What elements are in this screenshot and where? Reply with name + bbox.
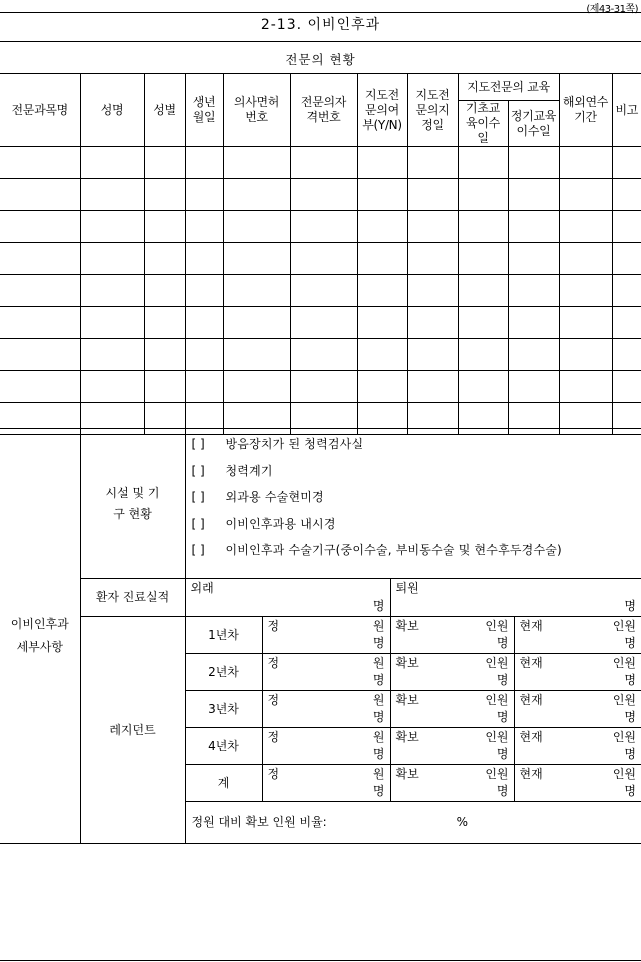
section-subtitle: 전문의 현황 xyxy=(285,52,356,67)
page-reference: (제43-31쪽) xyxy=(586,4,638,15)
specialist-cell[interactable] xyxy=(407,339,458,371)
specialist-cell[interactable] xyxy=(80,307,144,339)
quota-cell xyxy=(262,728,390,765)
specialist-cell[interactable] xyxy=(290,147,357,179)
resident-year: 계 xyxy=(185,765,262,802)
header-name: 성명 xyxy=(80,74,144,147)
specialist-cell[interactable] xyxy=(223,179,290,211)
ratio-unit: % xyxy=(456,815,468,829)
facility-item-label: 청력계기 xyxy=(225,463,273,478)
cell-label: 확보 xyxy=(395,693,419,707)
specialist-cell[interactable] xyxy=(290,275,357,307)
header-note: 비고 xyxy=(612,74,641,147)
specialist-cell[interactable] xyxy=(407,243,458,275)
specialist-cell[interactable] xyxy=(80,211,144,243)
facility-item-label: 이비인후과용 내시경 xyxy=(225,516,336,531)
facility-item xyxy=(192,437,641,464)
facility-checkbox[interactable]: [ ] xyxy=(191,490,205,504)
secured-cell xyxy=(390,617,514,654)
specialist-cell[interactable] xyxy=(0,179,80,211)
specialist-cell[interactable] xyxy=(290,371,357,403)
current-cell xyxy=(514,617,641,654)
specialist-cell[interactable] xyxy=(407,371,458,403)
resident-year: 2년차 xyxy=(185,654,262,691)
specialist-cell[interactable] xyxy=(612,371,641,403)
specialist-cell[interactable] xyxy=(508,243,559,275)
specialist-cell[interactable] xyxy=(223,339,290,371)
cell-label: 현재 xyxy=(519,730,543,744)
specialist-cell[interactable] xyxy=(223,275,290,307)
quota-cell xyxy=(262,765,390,802)
quota-cell xyxy=(262,691,390,728)
cell-unit-top: 인원 xyxy=(612,693,636,707)
specialist-cell[interactable] xyxy=(185,275,223,307)
cell-unit-bottom: 명 xyxy=(372,784,385,798)
specialist-cell[interactable] xyxy=(612,339,641,371)
specialist-cell[interactable] xyxy=(559,243,612,275)
specialist-cell[interactable] xyxy=(80,339,144,371)
specialist-cell[interactable] xyxy=(357,307,407,339)
specialist-cell[interactable] xyxy=(357,179,407,211)
resident-year: 3년차 xyxy=(185,691,262,728)
header-qualification: 전문의자격번호 xyxy=(290,74,357,147)
specialist-cell[interactable] xyxy=(407,275,458,307)
cell-label: 현재 xyxy=(519,693,543,707)
ratio-cell xyxy=(185,802,641,844)
discharge-cell xyxy=(390,579,641,617)
specialist-cell[interactable] xyxy=(458,179,508,211)
specialist-row xyxy=(0,339,641,371)
specialist-cell[interactable] xyxy=(407,307,458,339)
specialist-cell[interactable] xyxy=(0,307,80,339)
specialist-cell[interactable] xyxy=(144,147,185,179)
facility-item xyxy=(192,490,641,517)
specialist-cell[interactable] xyxy=(559,179,612,211)
specialist-cell[interactable] xyxy=(612,179,641,211)
cell-unit-top: 원 xyxy=(372,730,385,744)
specialist-cell[interactable] xyxy=(0,339,80,371)
specialist-cell[interactable] xyxy=(290,339,357,371)
outpatient-label: 외래 xyxy=(190,581,214,595)
header-supervisor-yn: 지도전문의여부(Y/N) xyxy=(357,74,407,147)
cell-label: 확보 xyxy=(395,619,419,633)
facility-label: 시설 및 기구 현황 xyxy=(80,429,185,579)
specialist-cell[interactable] xyxy=(357,211,407,243)
cell-label: 확보 xyxy=(395,767,419,781)
specialist-cell[interactable] xyxy=(223,211,290,243)
header-gender: 성별 xyxy=(144,74,185,147)
specialist-cell[interactable] xyxy=(0,211,80,243)
resident-label: 레지던트 xyxy=(80,617,185,844)
specialist-cell[interactable] xyxy=(458,307,508,339)
specialist-cell[interactable] xyxy=(144,179,185,211)
title-rule xyxy=(0,41,641,42)
specialist-cell[interactable] xyxy=(559,147,612,179)
specialist-cell[interactable] xyxy=(357,339,407,371)
cell-unit-bottom: 명 xyxy=(372,710,385,724)
facility-item-label: 이비인후과 수술기구(중이수술, 부비동수술 및 현수후두경수술) xyxy=(225,543,562,557)
specialist-cell[interactable] xyxy=(559,275,612,307)
specialist-cell[interactable] xyxy=(80,147,144,179)
specialist-cell[interactable] xyxy=(0,147,80,179)
cell-unit-bottom: 명 xyxy=(496,747,509,761)
specialist-cell[interactable] xyxy=(144,339,185,371)
specialist-cell[interactable] xyxy=(508,307,559,339)
specialist-row xyxy=(0,179,641,211)
cell-unit-bottom: 명 xyxy=(624,784,636,798)
cell-unit-bottom: 명 xyxy=(624,636,636,650)
specialist-cell[interactable] xyxy=(612,307,641,339)
specialist-cell[interactable] xyxy=(144,371,185,403)
facility-item-label: 외과용 수술현미경 xyxy=(225,490,324,504)
specialist-cell[interactable] xyxy=(0,275,80,307)
specialist-cell[interactable] xyxy=(185,179,223,211)
specialist-row xyxy=(0,243,641,275)
current-cell xyxy=(514,691,641,728)
specialist-cell[interactable] xyxy=(185,371,223,403)
specialist-cell[interactable] xyxy=(458,243,508,275)
top-rule xyxy=(0,12,641,13)
specialist-cell[interactable] xyxy=(0,243,80,275)
specialist-cell[interactable] xyxy=(508,371,559,403)
header-dept: 전문과목명 xyxy=(0,74,80,147)
specialist-row xyxy=(0,211,641,243)
cell-unit-top: 원 xyxy=(372,693,385,707)
cell-unit-bottom: 명 xyxy=(624,673,636,687)
specialist-cell[interactable] xyxy=(559,339,612,371)
cell-unit-top: 인원 xyxy=(485,730,509,744)
header-edu-basic: 기초교육이수일 xyxy=(458,101,508,147)
specialist-cell[interactable] xyxy=(407,211,458,243)
facility-list xyxy=(185,429,641,579)
cell-unit-top: 인원 xyxy=(612,619,636,633)
facility-item xyxy=(192,543,641,570)
specialist-row xyxy=(0,371,641,403)
outpatient-cell xyxy=(185,579,390,617)
specialist-cell[interactable] xyxy=(185,147,223,179)
specialist-cell[interactable] xyxy=(407,179,458,211)
specialist-cell[interactable] xyxy=(357,275,407,307)
specialist-cell[interactable] xyxy=(223,307,290,339)
specialist-cell[interactable] xyxy=(458,211,508,243)
discharge-label: 퇴원 xyxy=(395,581,419,595)
cell-label: 현재 xyxy=(519,767,543,781)
cell-unit-top: 원 xyxy=(372,767,385,781)
specialist-cell[interactable] xyxy=(508,211,559,243)
specialist-cell[interactable] xyxy=(407,147,458,179)
discharge-unit: 명 xyxy=(624,599,636,613)
specialist-row xyxy=(0,275,641,307)
facility-item-label: 방음장치가 된 청력검사실 xyxy=(225,437,364,451)
cell-unit-bottom: 명 xyxy=(496,784,509,798)
specialist-cell[interactable] xyxy=(80,371,144,403)
cell-label: 현재 xyxy=(519,656,543,670)
details-section-label: 이비인후과 세부사항 xyxy=(0,429,80,844)
specialist-cell[interactable] xyxy=(185,243,223,275)
specialist-cell[interactable] xyxy=(612,243,641,275)
specialist-cell[interactable] xyxy=(290,307,357,339)
facility-checkbox[interactable]: [ ] xyxy=(191,516,205,531)
specialist-cell[interactable] xyxy=(559,307,612,339)
specialist-row xyxy=(0,147,641,179)
specialist-cell[interactable] xyxy=(80,275,144,307)
header-overseas: 해외연수기간 xyxy=(559,74,612,147)
facility-item xyxy=(192,464,641,491)
cell-label: 현재 xyxy=(519,619,543,633)
resident-year: 1년차 xyxy=(185,617,262,654)
header-edu-regular: 정기교육이수일 xyxy=(508,101,559,147)
cell-label: 확보 xyxy=(395,656,419,670)
specialist-cell[interactable] xyxy=(508,179,559,211)
details-table xyxy=(0,428,641,844)
header-edu-group: 지도전문의 교육 xyxy=(458,74,559,101)
specialist-cell[interactable] xyxy=(80,243,144,275)
current-cell xyxy=(514,765,641,802)
cell-unit-bottom: 명 xyxy=(496,673,509,687)
cell-unit-top: 인원 xyxy=(612,730,636,744)
cell-unit-top: 인원 xyxy=(485,619,509,633)
cell-label: 확보 xyxy=(395,730,419,744)
resident-year: 4년차 xyxy=(185,728,262,765)
cell-label: 정 xyxy=(267,693,280,707)
specialist-cell[interactable] xyxy=(357,371,407,403)
cell-unit-bottom: 명 xyxy=(372,673,385,687)
specialist-cell[interactable] xyxy=(508,147,559,179)
specialist-cell[interactable] xyxy=(0,371,80,403)
cell-label: 정 xyxy=(267,730,280,744)
specialist-table xyxy=(0,73,641,435)
cell-unit-bottom: 명 xyxy=(372,636,385,650)
specialist-cell[interactable] xyxy=(612,211,641,243)
specialist-cell[interactable] xyxy=(458,147,508,179)
cell-unit-top: 인원 xyxy=(485,767,509,781)
specialist-cell[interactable] xyxy=(290,243,357,275)
specialist-cell[interactable] xyxy=(80,179,144,211)
facility-checkbox[interactable]: [ ] xyxy=(191,543,205,557)
cell-unit-bottom: 명 xyxy=(496,710,509,724)
specialist-cell[interactable] xyxy=(223,243,290,275)
current-cell xyxy=(514,728,641,765)
secured-cell xyxy=(390,765,514,802)
cell-unit-top: 인원 xyxy=(612,656,636,670)
quota-cell xyxy=(262,617,390,654)
cell-label: 정 xyxy=(267,656,280,670)
cell-unit-top: 인원 xyxy=(612,767,636,781)
specialist-cell[interactable] xyxy=(223,371,290,403)
cell-unit-bottom: 명 xyxy=(624,747,636,761)
specialist-cell[interactable] xyxy=(290,211,357,243)
specialist-cell[interactable] xyxy=(185,211,223,243)
quota-cell xyxy=(262,654,390,691)
secured-cell xyxy=(390,728,514,765)
specialist-cell[interactable] xyxy=(357,243,407,275)
cell-label: 정 xyxy=(267,767,280,781)
specialist-cell[interactable] xyxy=(508,275,559,307)
cell-label: 정 xyxy=(267,619,280,633)
header-designated-date: 지도전문의지정일 xyxy=(407,74,458,147)
specialist-cell[interactable] xyxy=(185,339,223,371)
specialist-cell[interactable] xyxy=(458,339,508,371)
facility-checkbox[interactable]: [ ] xyxy=(191,437,205,451)
specialist-cell[interactable] xyxy=(559,211,612,243)
specialist-cell[interactable] xyxy=(144,275,185,307)
specialist-cell[interactable] xyxy=(290,179,357,211)
cell-unit-bottom: 명 xyxy=(496,636,509,650)
cell-unit-bottom: 명 xyxy=(624,710,636,724)
cell-unit-top: 인원 xyxy=(485,693,509,707)
cell-unit-bottom: 명 xyxy=(372,747,385,761)
specialist-cell[interactable] xyxy=(223,147,290,179)
specialist-cell[interactable] xyxy=(559,371,612,403)
specialist-cell[interactable] xyxy=(612,147,641,179)
specialist-cell[interactable] xyxy=(144,307,185,339)
secured-cell xyxy=(390,654,514,691)
outpatient-unit: 명 xyxy=(372,599,385,613)
specialist-row xyxy=(0,307,641,339)
specialist-cell[interactable] xyxy=(458,371,508,403)
secured-cell xyxy=(390,691,514,728)
specialist-cell[interactable] xyxy=(144,211,185,243)
specialist-cell[interactable] xyxy=(185,307,223,339)
specialist-cell[interactable] xyxy=(357,147,407,179)
facility-item xyxy=(192,517,641,544)
current-cell xyxy=(514,654,641,691)
patient-label: 환자 진료실적 xyxy=(80,579,185,617)
specialist-cell[interactable] xyxy=(458,275,508,307)
header-license: 의사면허번호 xyxy=(223,74,290,147)
specialist-cell[interactable] xyxy=(508,339,559,371)
cell-unit-top: 원 xyxy=(372,619,385,633)
specialist-cell[interactable] xyxy=(612,275,641,307)
bottom-rule xyxy=(0,960,641,961)
header-birthdate: 생년월일 xyxy=(185,74,223,147)
ratio-label: 정원 대비 확보 인원 비율: xyxy=(191,815,327,829)
cell-unit-top: 인원 xyxy=(485,656,509,670)
specialist-cell[interactable] xyxy=(144,243,185,275)
facility-checkbox[interactable]: [ ] xyxy=(191,463,205,478)
page-title: 2-13. 이비인후과 xyxy=(260,17,381,33)
cell-unit-top: 원 xyxy=(372,656,385,670)
